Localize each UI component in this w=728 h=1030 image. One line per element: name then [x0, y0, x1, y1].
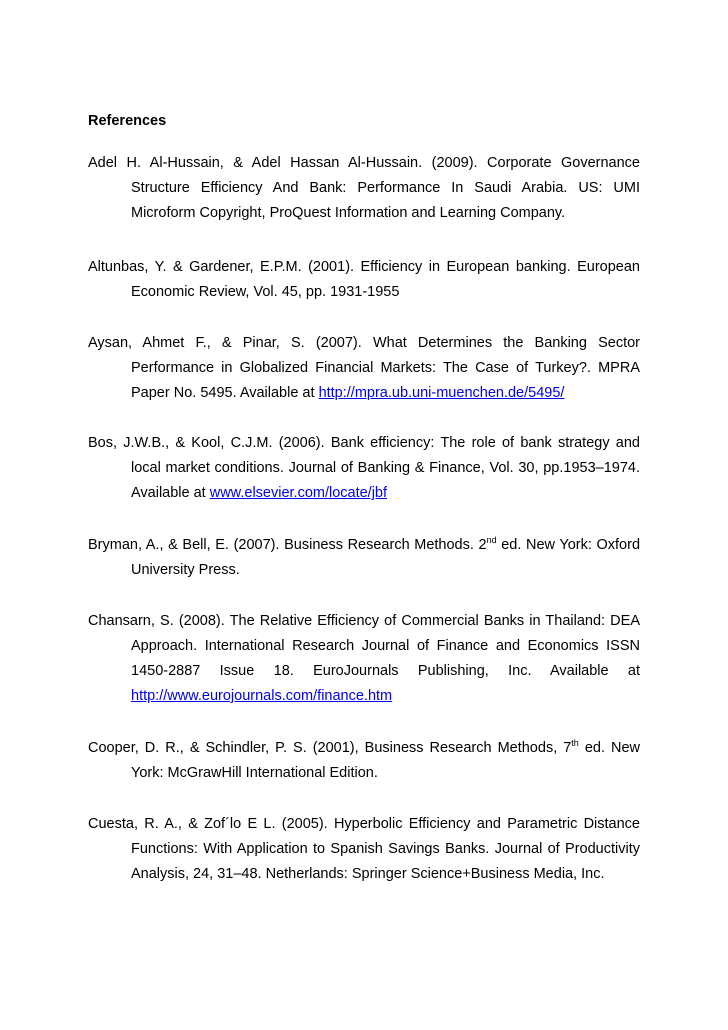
reference-text: Chansarn, S. (2008). The Relative Efficiency of Commercial Banks in Thailand: DEA Approach. International Research Journal of Finance and Economics ISSN 1450-2887 Issue 18. EuroJournals Publishing, Inc. Available at [88, 613, 640, 679]
references-heading: References [88, 113, 167, 129]
reference-entry-cuesta [88, 812, 640, 887]
reference-entry-bryman [88, 533, 640, 583]
reference-entry-cooper [88, 736, 640, 786]
reference-text: Aysan, Ahmet F., & Pinar, S. (2007). What Determines the Banking Sector Performance in Globalized Financial Markets: The Case of Turkey?. MPRA Paper No. 5495. Available at [88, 335, 640, 401]
reference-entry-altunbas [88, 255, 640, 305]
reference-text: Bryman, A., & Bell, E. (2007). Business Research Methods. 2 [88, 537, 487, 553]
reference-entry-chansarn [88, 609, 640, 709]
reference-text: Altunbas, Y. & Gardener, E.P.M. (2001). Efficiency in European banking. European Economic Review, Vol. 45, pp. 1931-1955 [88, 259, 640, 300]
reference-link-eurojournals[interactable]: http://www.eurojournals.com/finance.htm [131, 688, 393, 704]
reference-text: Cuesta, R. A., & Zof´lo E L. (2005). Hyperbolic Efficiency and Parametric Distance Functions: With Application to Spanish Savings Banks. Journal of Productivity Analysis, 24, 31–48. Netherlands: Springer Science+Business Media, Inc. [88, 816, 640, 882]
reference-text-continued: ed. New York: McGrawHill International Edition. [131, 740, 640, 781]
ordinal-superscript: th [571, 738, 579, 749]
reference-link-mpra[interactable]: http://mpra.ub.uni-muenchen.de/5495/ [318, 385, 565, 401]
ordinal-superscript: nd [486, 535, 497, 546]
reference-text-continued: ed. New York: Oxford University Press. [131, 537, 641, 578]
reference-text: Cooper, D. R., & Schindler, P. S. (2001), Business Research Methods, 7 [88, 740, 572, 756]
reference-text: Adel H. Al-Hussain, & Adel Hassan Al-Hussain. (2009). Corporate Governance Structure Efficiency And Bank: Performance In Saudi Arabia. US: UMI Microform Copyright, ProQuest Information and Learning Company. [88, 155, 640, 221]
reference-text: Bos, J.W.B., & Kool, C.J.M. (2006). Bank efficiency: The role of bank strategy and local market conditions. Journal of Banking & Finance, Vol. 30, pp.1953–1974. Available at [88, 435, 640, 501]
reference-link-elsevier[interactable]: www.elsevier.com/locate/jbf [209, 485, 388, 501]
reference-entry-al-hussain [88, 151, 640, 226]
reference-entry-aysan [88, 331, 640, 406]
reference-entry-bos [88, 431, 640, 506]
